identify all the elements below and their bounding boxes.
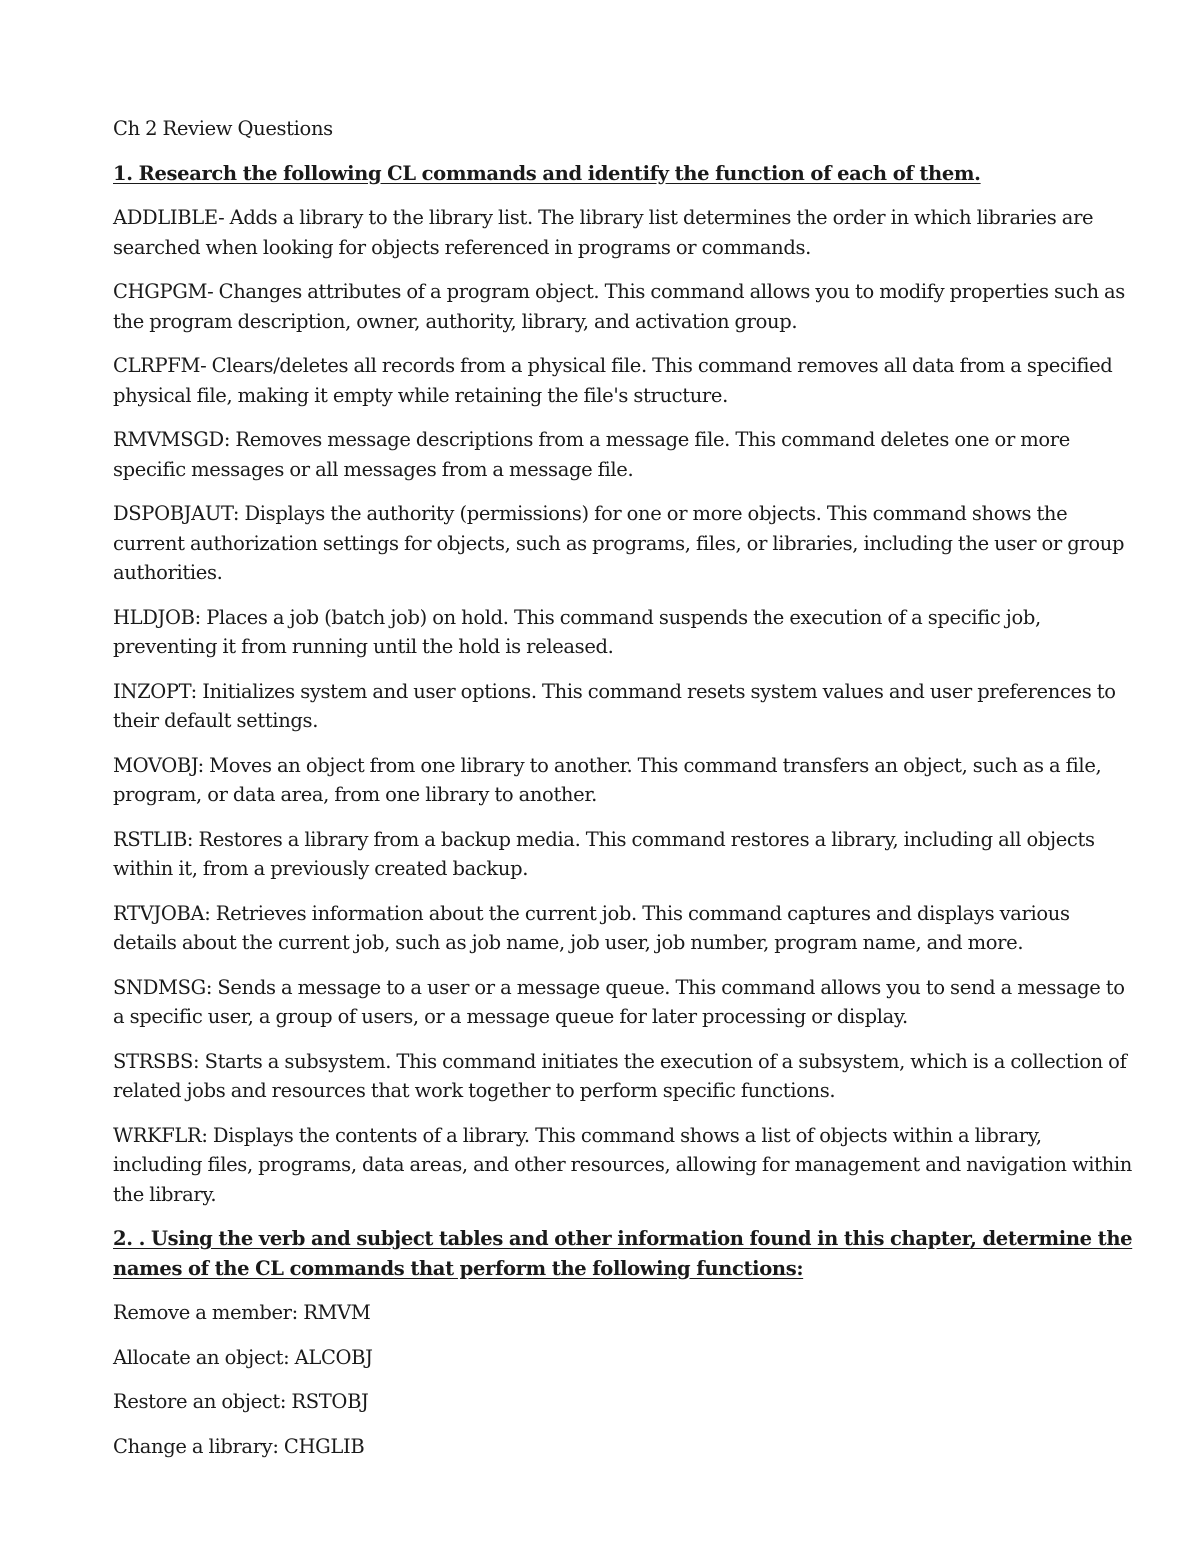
command-item-addlible: ADDLIBLE- Adds a library to the library list. The library list determines the order in which libraries are searched when looking for objects referenced in programs or commands.: [113, 206, 1094, 259]
command-item-strsbs: STRSBS: Starts a subsystem. This command initiates the execution of a subsystem, which is a collection of related jobs and resources that work together to perform specific functions.: [113, 1049, 1127, 1102]
question-2: 2. . Using the verb and subject tables and other information found in this chapter, determine the names of the CL commands that perform the following functions:: [113, 1227, 1133, 1280]
function-item-remove-member: Remove a member: RMVM: [113, 1301, 371, 1324]
command-item-rstlib: RSTLIB: Restores a library from a backup media. This command restores a library, including all objects within it, from a previously created backup.: [113, 827, 1095, 880]
function-item-allocate-object: Allocate an object: ALCOBJ: [113, 1345, 373, 1369]
command-item-chgpgm: CHGPGM- Changes attributes of a program object. This command allows you to modify properties such as the program description, owner, authority, library, and activation group.: [113, 280, 1125, 333]
command-item-inzopt: INZOPT: Initializes system and user options. This command resets system values and user preferences to their default settings.: [113, 679, 1116, 732]
function-item-change-library: Change a library: CHGLIB: [113, 1434, 365, 1458]
command-item-rtvjoba: RTVJOBA: Retrieves information about the current job. This command captures and displays various details about the current job, such as job name, job user, job number, program name, and more.: [113, 901, 1070, 954]
function-item-restore-object: Restore an object: RSTOBJ: [113, 1390, 369, 1413]
command-item-rmvmsgd: RMVMSGD: Removes message descriptions from a message file. This command deletes one or more specific messages or all messages from a message file.: [113, 428, 1070, 481]
command-item-clrpfm: CLRPFM- Clears/deletes all records from a physical file. This command removes all data from a specified physical file, making it empty while retaining the file's structure.: [113, 354, 1113, 407]
document-body: [113, 114, 1133, 1476]
command-item-dspobjaut: DSPOBJAUT: Displays the authority (permissions) for one or more objects. This command shows the current authorization settings for objects, such as programs, files, or libraries, including the user or group authorities.: [113, 502, 1125, 584]
command-item-movobj: MOVOBJ: Moves an object from one library to another. This command transfers an object, such as a file, program, or data area, from one library to another.: [113, 753, 1102, 806]
document-title: Ch 2 Review Questions: [113, 117, 333, 140]
question-1: 1. Research the following CL commands and identify the function of each of them.: [113, 161, 981, 185]
command-item-hldjob: HLDJOB: Places a job (batch job) on hold. This command suspends the execution of a specific job, preventing it from running until the hold is released.: [113, 605, 1041, 658]
command-item-wrkflr: WRKFLR: Displays the contents of a library. This command shows a list of objects within a library, including files, programs, data areas, and other resources, allowing for management and navigation within the library.: [113, 1123, 1132, 1206]
command-item-sndmsg: SNDMSG: Sends a message to a user or a message queue. This command allows you to send a message to a specific user, a group of users, or a message queue for later processing or display.: [113, 975, 1125, 1028]
